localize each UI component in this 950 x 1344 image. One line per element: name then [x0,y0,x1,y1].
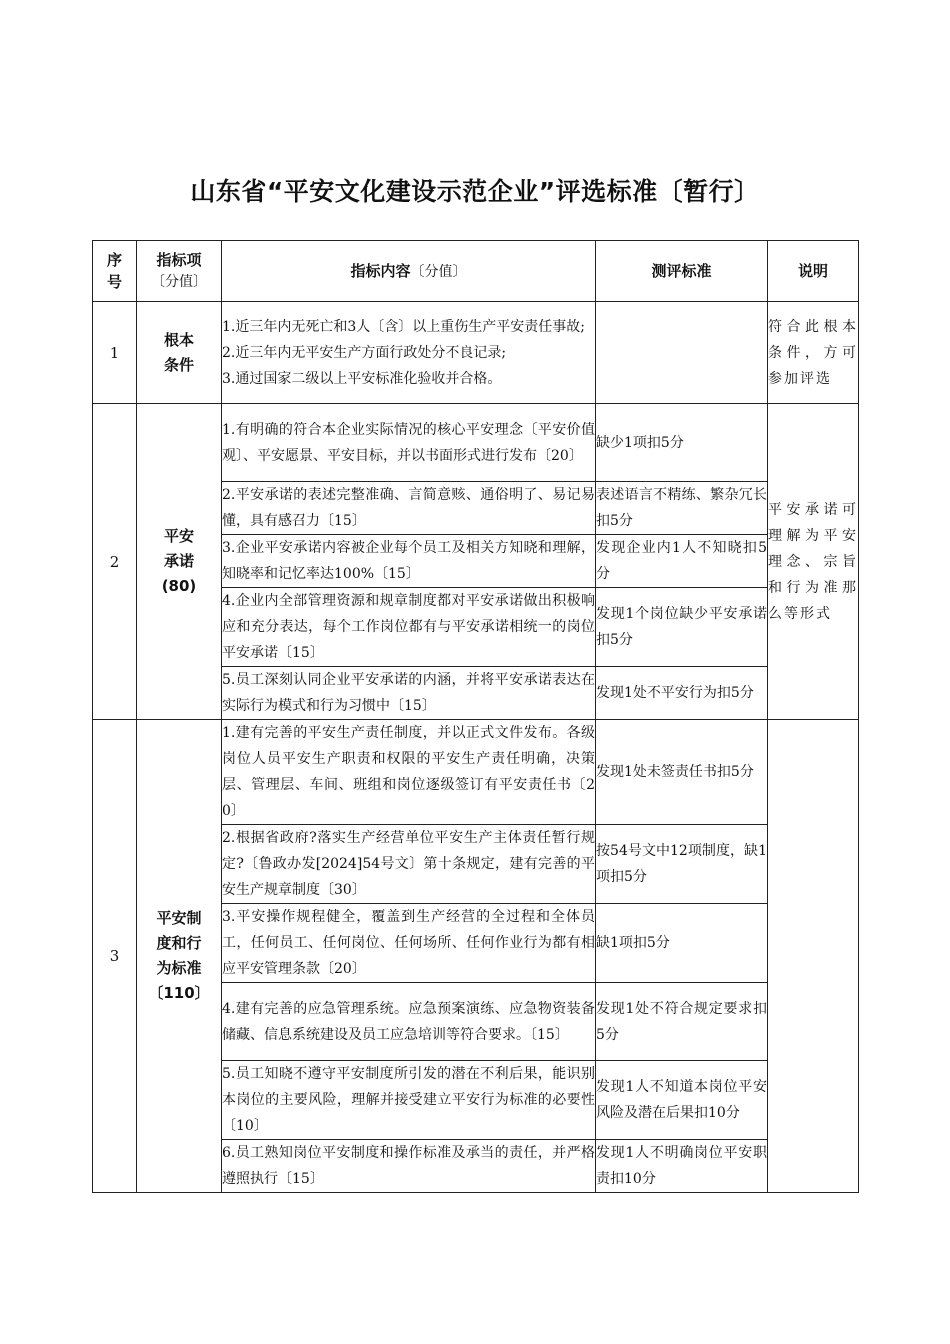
indicator-content: 3.平安操作规程健全，覆盖到生产经营的全过程和全体员工，任何员工、任何岗位、任何场所、任何作业行为都有相应平安管理条款〔20〕 [222,904,596,983]
table-header-row [93,241,859,302]
evaluation-criteria: 发现企业内1人不知晓扣5分 [596,535,768,588]
indicator-item: 根本 条件 [137,302,222,404]
evaluation-criteria: 按54号文中12项制度，缺1项扣5分 [596,825,768,904]
evaluation-standard-table [92,240,859,1193]
indicator-content: 2.平安承诺的表述完整准确、言简意赅、通俗明了、易记易懂，具有感召力〔15〕 [222,482,596,535]
evaluation-criteria: 发现1处不平安行为扣5分 [596,667,768,720]
indicator-item: 平安 承诺 (80) [137,404,222,720]
evaluation-criteria: 缺1项扣5分 [596,904,768,983]
table-row [93,404,859,482]
evaluation-criteria: 发现1处未签责任书扣5分 [596,720,768,825]
header-content [222,241,596,302]
document-title: 山东省“平安文化建设示范企业”评选标准〔暂行〕 [190,177,760,206]
evaluation-criteria: 发现1人不明确岗位平安职责扣10分 [596,1140,768,1193]
header-seq: 序 号 [93,241,137,302]
header-item [137,241,222,302]
evaluation-criteria: 发现1个岗位缺少平安承诺扣5分 [596,588,768,667]
indicator-item: 平安制 度和行 为标准 〔110〕 [137,720,222,1193]
indicator-content: 1.近三年内无死亡和3人〔含〕以上重伤生产平安责任事故; 2.近三年内无平安生产方面行政处分不良记录; 3.通过国家二级以上平安标准化验收并合格。 [222,302,596,404]
header-item-label: 指标项 [156,251,202,269]
row-number: 2 [93,404,137,720]
indicator-content: 3.企业平安承诺内容被企业每个员工及相关方知晓和理解，知晓率和记忆率达100%〔15〕 [222,535,596,588]
table-row [93,720,859,825]
evaluation-criteria [596,302,768,404]
evaluation-criteria: 发现1处不符合规定要求扣5分 [596,983,768,1061]
indicator-content: 4.建有完善的应急管理系统。应急预案演练、应急物资装备储藏、信息系统建设及员工应急培训等符合要求。〔15〕 [222,983,596,1061]
evaluation-criteria: 缺少1项扣5分 [596,404,768,482]
note-cell: 平安承诺可理解为平安理念、宗旨和行为准那么等形式 [768,404,859,720]
note-cell: 符合此根本条件，方可参加评选 [768,302,859,404]
row-number: 1 [93,302,137,404]
header-note: 说明 [768,241,859,302]
evaluation-criteria: 表述语言不精练、繁杂冗长扣5分 [596,482,768,535]
indicator-content: 1.建有完善的平安生产责任制度，并以正式文件发布。各级岗位人员平安生产职责和权限的平安生产责任明确，决策层、管理层、车间、班组和岗位逐级签订有平安责任书〔20〕 [222,720,596,825]
indicator-content: 5.员工深刻认同企业平安承诺的内涵，并将平安承诺表达在实际行为模式和行为习惯中〔15〕 [222,667,596,720]
indicator-content: 2.根据省政府?落实生产经营单位平安生产主体责任暂行规定?〔鲁政办发[2024]54号文〕第十条规定，建有完善的平安生产规章制度〔30〕 [222,825,596,904]
indicator-content: 4.企业内全部管理资源和规章制度都对平安承诺做出积极响应和充分表达，每个工作岗位都有与平安承诺相统一的岗位平安承诺〔15〕 [222,588,596,667]
header-criteria: 测评标准 [596,241,768,302]
evaluation-criteria: 发现1人不知道本岗位平安风险及潜在后果扣10分 [596,1061,768,1140]
indicator-content: 1.有明确的符合本企业实际情况的核心平安理念〔平安价值观〕、平安愿景、平安目标，并以书面形式进行发布〔20〕 [222,404,596,482]
header-item-sub: 〔分值〕 [151,274,207,290]
header-content-label: 指标内容 [350,261,411,280]
table-row [93,302,859,404]
indicator-content: 6.员工熟知岗位平安制度和操作标准及承当的责任，并严格遵照执行〔15〕 [222,1140,596,1193]
header-content-sub: 〔分值〕 [410,263,467,280]
note-cell [768,720,859,1193]
indicator-content: 5.员工知晓不遵守平安制度所引发的潜在不利后果，能识别本岗位的主要风险，理解并接受建立平安行为标准的必要性〔10〕 [222,1061,596,1140]
row-number: 3 [93,720,137,1193]
